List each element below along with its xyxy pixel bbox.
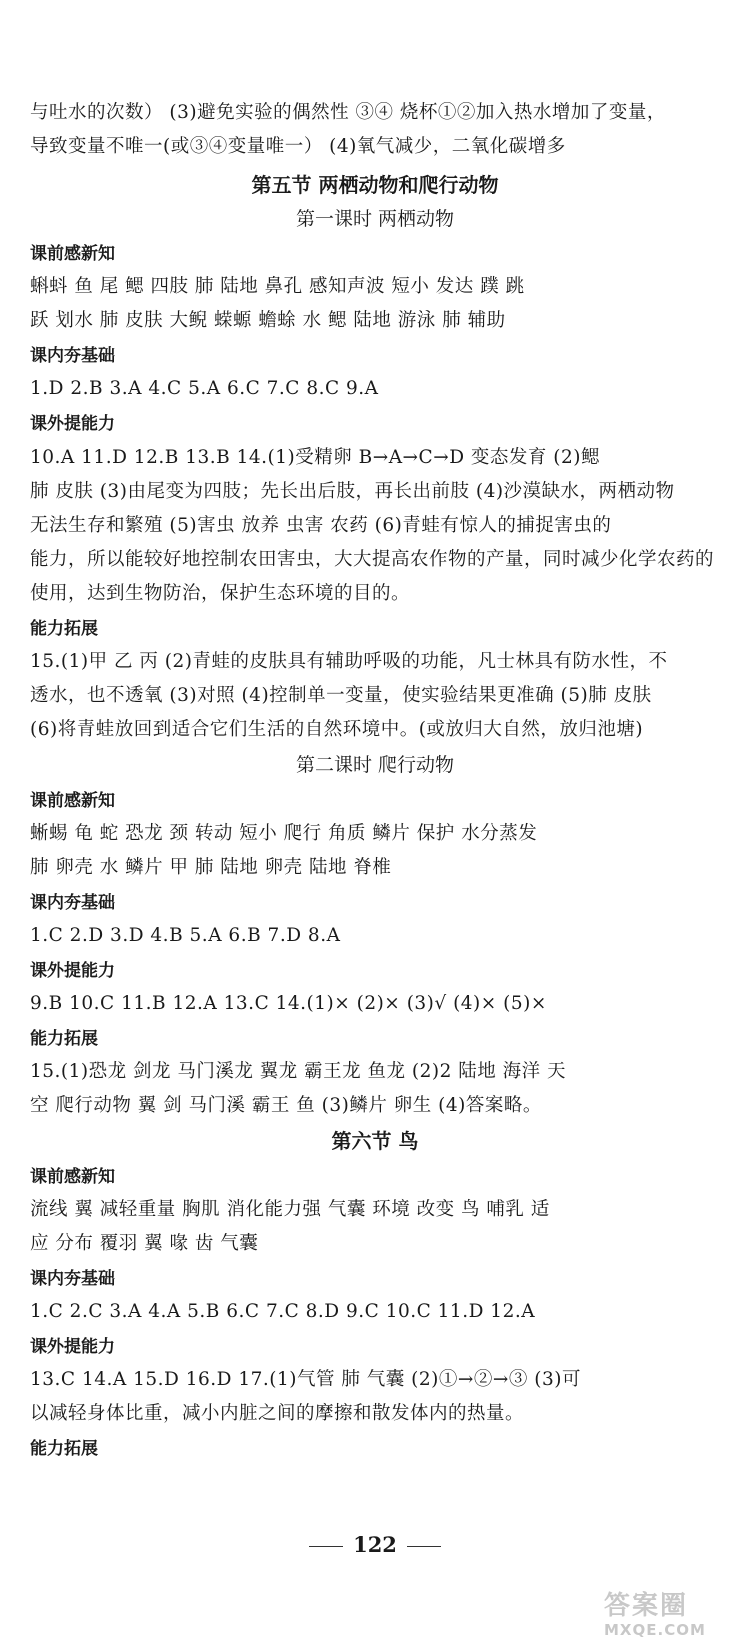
- answer-line: 1.C 2.D 3.D 4.B 5.A 6.B 7.D 8.A: [30, 925, 341, 946]
- heading-extension: 课外提能力: [30, 414, 115, 434]
- answer-line: 使用，达到生物防治，保护生态环境的目的。: [30, 583, 411, 604]
- answer-line: (6)将青蛙放回到适合它们生活的自然环境中。(或放归大自然，放归池塘): [30, 719, 644, 740]
- page-number-text: 122: [353, 1532, 397, 1557]
- intro-line-1: 与吐水的次数） (3)避免实验的偶然性 ③④ 烧杯①②加入热水增加了变量，: [30, 102, 666, 123]
- heading-expansion: 能力拓展: [30, 1439, 98, 1459]
- divider: [407, 1546, 441, 1547]
- section-6-title: 第六节 鸟: [331, 1129, 419, 1153]
- answer-line: 蝌蚪 鱼 尾 鳃 四肢 肺 陆地 鼻孔 感知声波 短小 发达 蹼 跳: [30, 276, 525, 297]
- intro-line-2: 导致变量不唯一(或③④变量唯一） (4)氧气减少，二氧化碳增多: [30, 136, 566, 157]
- answer-line: 透水，也不透氧 (3)对照 (4)控制单一变量，使实验结果更准确 (5)肺 皮肤: [30, 685, 652, 706]
- answer-line: 应 分布 覆羽 翼 喙 齿 气囊: [30, 1233, 259, 1254]
- answer-line: 以减轻身体比重，减小内脏之间的摩擦和散发体内的热量。: [30, 1403, 525, 1424]
- section-5-title: 第五节 两栖动物和爬行动物: [251, 173, 499, 197]
- watermark-title: 答案圈: [604, 1591, 689, 1621]
- answer-line: 流线 翼 减轻重量 胸肌 消化能力强 气囊 环境 改变 鸟 哺乳 适: [30, 1199, 550, 1220]
- watermark: [604, 1591, 744, 1641]
- answer-line: 1.C 2.C 3.A 4.A 5.B 6.C 7.C 8.D 9.C 10.C 11.D 12.A: [30, 1301, 536, 1322]
- answer-line: 肺 皮肤 (3)由尾变为四肢；先长出后肢，再长出前肢 (4)沙漠缺水，两栖动物: [30, 481, 675, 502]
- heading-basic: 课内夯基础: [30, 346, 115, 366]
- heading-pre-knowledge: 课前感新知: [30, 244, 115, 264]
- heading-extension: 课外提能力: [30, 1337, 115, 1357]
- heading-expansion: 能力拓展: [30, 1029, 98, 1049]
- answer-line: 9.B 10.C 11.B 12.A 13.C 14.(1)× (2)× (3)√ (4)× (5)×: [30, 993, 547, 1014]
- lesson-2-title: 第二课时 爬行动物: [295, 754, 455, 776]
- heading-pre-knowledge: 课前感新知: [30, 791, 115, 811]
- heading-expansion: 能力拓展: [30, 619, 98, 639]
- heading-basic: 课内夯基础: [30, 1269, 115, 1289]
- answer-line: 1.D 2.B 3.A 4.C 5.A 6.C 7.C 8.C 9.A: [30, 378, 379, 399]
- answer-line: 15.(1)恐龙 剑龙 马门溪龙 翼龙 霸王龙 鱼龙 (2)2 陆地 海洋 天: [30, 1061, 567, 1082]
- page-number: [0, 1530, 750, 1560]
- answer-line: 跃 划水 肺 皮肤 大鲵 蝾螈 蟾蜍 水 鳃 陆地 游泳 肺 辅助: [30, 310, 506, 331]
- answer-line: 无法生存和繁殖 (5)害虫 放养 虫害 农药 (6)青蛙有惊人的捕捉害虫的: [30, 515, 612, 536]
- heading-extension: 课外提能力: [30, 961, 115, 981]
- divider: [309, 1546, 343, 1547]
- watermark-url: MXQE.COM: [604, 1621, 706, 1639]
- answer-line: 能力，所以能较好地控制农田害虫，大大提高农作物的产量，同时减少化学农药的: [30, 549, 715, 570]
- lesson-1-title: 第一课时 两栖动物: [295, 208, 455, 230]
- answer-line: 10.A 11.D 12.B 13.B 14.(1)受精卵 B→A→C→D 变态发育 (2)鳃: [30, 447, 601, 468]
- heading-pre-knowledge: 课前感新知: [30, 1167, 115, 1187]
- answer-line: 蜥蜴 龟 蛇 恐龙 颈 转动 短小 爬行 角质 鳞片 保护 水分蒸发: [30, 823, 538, 844]
- answer-line: 空 爬行动物 翼 剑 马门溪 霸王 鱼 (3)鳞片 卵生 (4)答案略。: [30, 1095, 542, 1116]
- heading-basic: 课内夯基础: [30, 893, 115, 913]
- answer-line: 肺 卵壳 水 鳞片 甲 肺 陆地 卵壳 陆地 脊椎: [30, 857, 392, 878]
- answer-line: 13.C 14.A 15.D 16.D 17.(1)气管 肺 气囊 (2)①→②→③ (3)可: [30, 1369, 581, 1390]
- answer-line: 15.(1)甲 乙 丙 (2)青蛙的皮肤具有辅助呼吸的功能，凡士林具有防水性，不: [30, 651, 668, 672]
